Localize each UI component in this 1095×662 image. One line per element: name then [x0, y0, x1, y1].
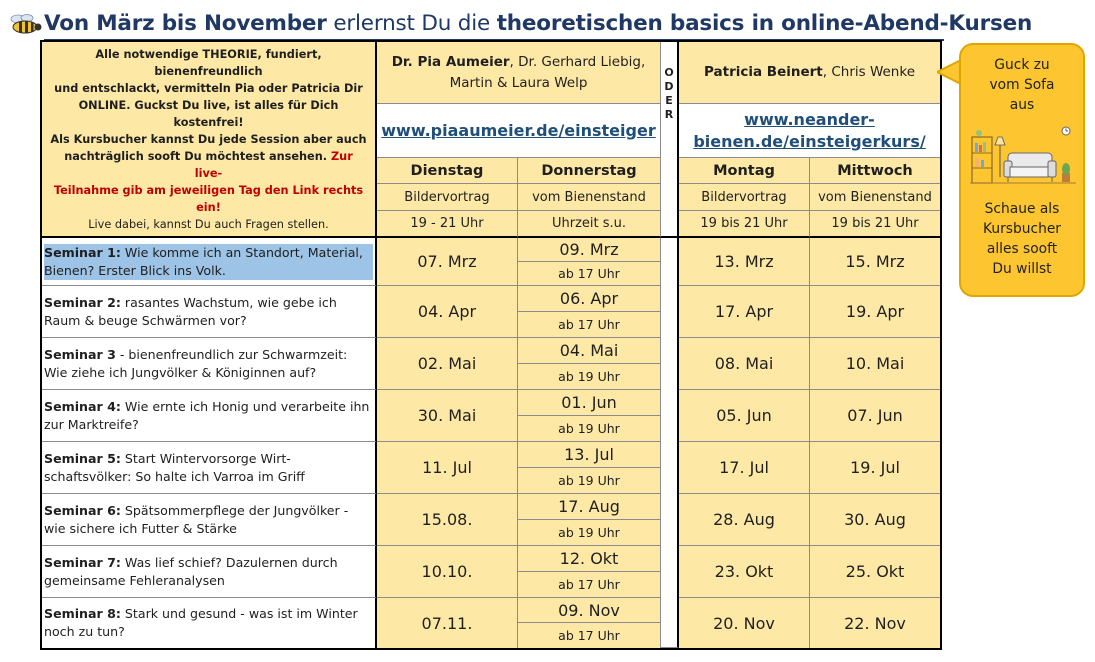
- date-dienstag: 10.10.: [377, 546, 518, 598]
- time-donnerstag-row: ab 19 Uhr: [518, 416, 661, 442]
- time-donnerstag-row: ab 19 Uhr: [518, 468, 661, 494]
- date-dienstag: 07. Mrz: [377, 238, 518, 286]
- time-donnerstag-row: ab 17 Uhr: [518, 262, 661, 286]
- seminar-title: Seminar 4: Wie ernte ich Honig und verarbeite ihn zur Marktreife?: [42, 390, 377, 442]
- seminar-title: Seminar 6: Spätsommerpflege der Jungvölker - wie sichere ich Futter & Stärke: [42, 494, 377, 546]
- page-title: Von März bis November erlernst Du die theoretischen basics in online-Abend-Kursen: [44, 11, 1033, 36]
- date-mittwoch: 15. Mrz: [810, 238, 940, 286]
- teachers-group-b: Patricia Beinert, Chris Wenke: [679, 42, 940, 104]
- callout-bottom-text: Schaue als Kursbucher alles sooft Du willst: [983, 201, 1061, 277]
- seminar-title: Seminar 3 - bienenfreundlich zur Schwarmzeit: Wie ziehe ich Jungvölker & Königinnen auf?: [42, 338, 377, 390]
- schedule-table: [40, 40, 942, 650]
- day-mittwoch: Mittwoch: [810, 158, 940, 184]
- date-montag: 23. Okt: [679, 546, 810, 598]
- date-montag: 20. Nov: [679, 598, 810, 648]
- link-group-b-cell: [679, 104, 940, 158]
- day-dienstag: Dienstag: [377, 158, 518, 184]
- date-montag: 13. Mrz: [679, 238, 810, 286]
- date-donnerstag: 09. Nov: [518, 598, 661, 623]
- link-neander-bienen[interactable]: www.neander- bienen.de/einsteigerkurs/: [693, 109, 926, 151]
- date-mittwoch: 19. Jul: [810, 442, 940, 494]
- date-mittwoch: 10. Mai: [810, 338, 940, 390]
- date-dienstag: 11. Jul: [377, 442, 518, 494]
- date-mittwoch: 22. Nov: [810, 598, 940, 648]
- oder-separator: O D E R: [661, 42, 679, 238]
- time-montag: 19 bis 21 Uhr: [679, 211, 810, 238]
- time-donnerstag-row: ab 19 Uhr: [518, 364, 661, 390]
- time-donnerstag-row: ab 17 Uhr: [518, 312, 661, 338]
- date-montag: 17. Apr: [679, 286, 810, 338]
- time-donnerstag: Uhrzeit s.u.: [518, 211, 661, 238]
- time-mittwoch: 19 bis 21 Uhr: [810, 211, 940, 238]
- date-montag: 17. Jul: [679, 442, 810, 494]
- date-donnerstag: 01. Jun: [518, 390, 661, 416]
- date-donnerstag: 09. Mrz: [518, 238, 661, 262]
- time-donnerstag-row: ab 19 Uhr: [518, 520, 661, 546]
- day-donnerstag: Donnerstag: [518, 158, 661, 184]
- link-piaaumeier[interactable]: www.piaaumeier.de/einsteiger: [381, 120, 656, 140]
- date-mittwoch: 25. Okt: [810, 546, 940, 598]
- seminar-title[interactable]: Seminar 1: Wie komme ich an Standort, Material, Bienen? Erster Blick ins Volk.: [42, 238, 377, 286]
- intro-text: Alle notwendige THEORIE, fundiert, bienenfreundlich und entschlackt, vermitteln Pia oder Patricia Dir ONLINE. Guckst Du live, ist alles für Dich kostenfrei! Als Kursbucher kannst Du jede Session aber auch nachträglich sooft Du möchtest ansehen. Zur live- Teilnahme gib am jeweiligen Tag den Link rechts ein! Live dabei, kannst Du auch Fragen stellen.: [42, 42, 377, 238]
- day-montag: Montag: [679, 158, 810, 184]
- bee-icon: [8, 14, 42, 36]
- date-dienstag: 30. Mai: [377, 390, 518, 442]
- date-dienstag: 15.08.: [377, 494, 518, 546]
- time-donnerstag-row: ab 17 Uhr: [518, 623, 661, 648]
- date-dienstag: 04. Apr: [377, 286, 518, 338]
- sofa-room-illustration: [970, 125, 1076, 187]
- date-donnerstag: 12. Okt: [518, 546, 661, 572]
- date-mittwoch: 30. Aug: [810, 494, 940, 546]
- date-montag: 05. Jun: [679, 390, 810, 442]
- date-donnerstag: 17. Aug: [518, 494, 661, 520]
- date-mittwoch: 19. Apr: [810, 286, 940, 338]
- time-donnerstag-row: ab 17 Uhr: [518, 572, 661, 598]
- seminar-title: Seminar 2: rasantes Wachstum, wie gebe ich Raum & beuge Schwärmen vor?: [42, 286, 377, 338]
- title-row: [8, 8, 1033, 40]
- link-group-a-cell: [377, 104, 661, 158]
- date-mittwoch: 07. Jun: [810, 390, 940, 442]
- type-donnerstag: vom Bienenstand: [518, 184, 661, 211]
- oder-column-body: [661, 238, 679, 648]
- date-donnerstag: 06. Apr: [518, 286, 661, 312]
- date-donnerstag: 04. Mai: [518, 338, 661, 364]
- time-dienstag: 19 - 21 Uhr: [377, 211, 518, 238]
- type-dienstag: Bildervortrag: [377, 184, 518, 211]
- type-montag: Bildervortrag: [679, 184, 810, 211]
- date-dienstag: 07.11.: [377, 598, 518, 648]
- callout-top-text: Guck zu vom Sofa aus: [989, 57, 1055, 113]
- teachers-group-a: Dr. Pia Aumeier, Dr. Gerhard Liebig, Martin & Laura Welp: [377, 42, 661, 104]
- date-montag: 08. Mai: [679, 338, 810, 390]
- sofa-callout: [959, 43, 1085, 297]
- date-donnerstag: 13. Jul: [518, 442, 661, 468]
- seminar-title: Seminar 8: Stark und gesund - was ist im Winter noch zu tun?: [42, 598, 377, 648]
- date-montag: 28. Aug: [679, 494, 810, 546]
- seminar-title: Seminar 5: Start Wintervorsorge Wirt-schaftsvölker: So halte ich Varroa im Griff: [42, 442, 377, 494]
- seminar-title: Seminar 7: Was lief schief? Dazulernen durch gemeinsame Fehleranalysen: [42, 546, 377, 598]
- date-dienstag: 02. Mai: [377, 338, 518, 390]
- type-mittwoch: vom Bienenstand: [810, 184, 940, 211]
